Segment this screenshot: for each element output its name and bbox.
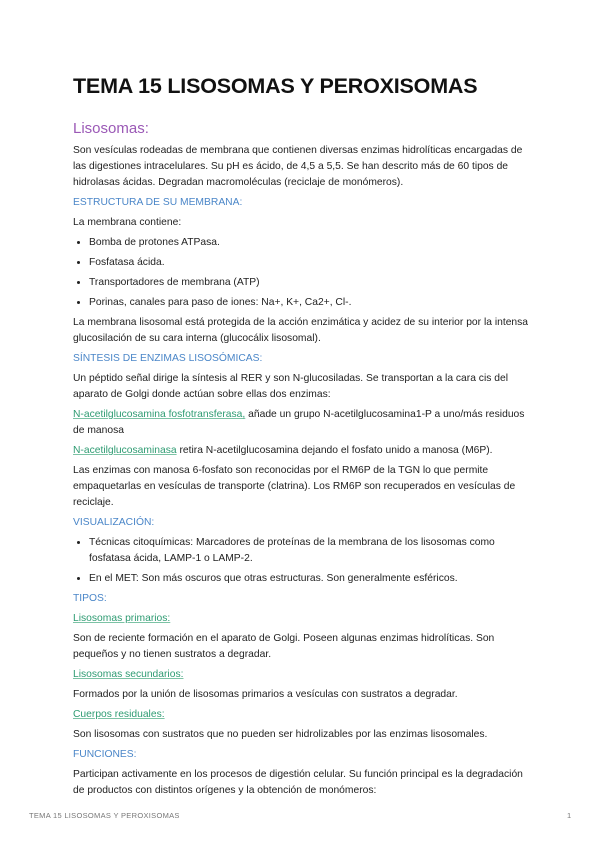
funciones-text: Participan activamente en los procesos de digestión celular. Su función principal es la degradación de productos con distintos orígenes y la obtención de monómeros: bbox=[73, 769, 523, 796]
footer-title: TEMA 15 LISOSOMAS Y PEROXISOMAS bbox=[29, 811, 180, 820]
enzyme1-term: N-acetilglucosamina fosfotransferasa, bbox=[73, 409, 246, 420]
page-title: TEMA 15 LISOSOMAS Y PEROXISOMAS bbox=[73, 74, 478, 98]
sintesis-heading: SÍNTESIS DE ENZIMAS LISOSÓMICAS: bbox=[73, 353, 263, 364]
section-heading: Lisosomas: bbox=[73, 120, 149, 137]
sintesis-p1: Un péptido señal dirige la síntesis al RER y son N-glucosiladas. Se transportan a la cara cis del aparato de Golgi donde actúan sobre ellas dos enzimas: bbox=[73, 373, 508, 400]
primarios-text: Son de reciente formación en el aparato de Golgi. Poseen algunas enzimas hidrolíticas. Son pequeños y no tienen sustratos a degradar. bbox=[73, 633, 495, 660]
estructura-heading: ESTRUCTURA DE SU MEMBRANA: bbox=[73, 197, 243, 208]
estructura-lead: La membrana contiene: bbox=[73, 217, 182, 228]
page-number: 1 bbox=[567, 811, 572, 820]
list-item: • Transportadores de membrana (ATP) bbox=[89, 275, 533, 291]
residuales-label: Cuerpos residuales: bbox=[73, 709, 165, 720]
list-item: • Bomba de protones ATPasa. bbox=[89, 235, 533, 251]
enzyme1-paragraph bbox=[73, 407, 533, 439]
tipos-heading: TIPOS: bbox=[73, 593, 107, 604]
sintesis-p2: Las enzimas con manosa 6-fosfato son reconocidas por el RM6P de la TGN lo que permite empaquetarlas en vesículas de transporte (clatrina). Los RM6P son recuperados en vesículas de reciclaje. bbox=[73, 465, 516, 508]
secundarios-text: Formados por la unión de lisosomas primarios a vesículas con sustratos a degradar. bbox=[73, 689, 458, 700]
list-item: • En el MET: Son más oscuros que otras estructuras. Son generalmente esféricos. bbox=[89, 571, 533, 587]
secundarios-label: Lisosomas secundarios: bbox=[73, 669, 184, 680]
enzyme2-text: retira N-acetilglucosamina dejando el fosfato unido a manosa (M6P). bbox=[176, 445, 493, 456]
list-item: • Técnicas citoquímicas: Marcadores de proteínas de la membrana de los lisosomas como fosfatasa ácida, LAMP-1 o LAMP-2. bbox=[89, 535, 533, 567]
residuales-text: Son lisosomas con sustratos que no pueden ser hidrolizables por las enzimas lisosomales. bbox=[73, 729, 488, 740]
enzyme1-text: añade un grupo N-acetilglucosamina1-P a uno/más residuos de manosa bbox=[73, 409, 525, 436]
content bbox=[73, 120, 533, 803]
intro-paragraph: Son vesículas rodeadas de membrana que contienen diversas enzimas hidrolíticas encargadas de las digestiones intracelulares. Su pH es ácido, de 4,5 a 5,5. Se han descrito más de 60 tipos de hidrolasas ácidas. Degradan macromoléculas (reciclaje de monómeros). bbox=[73, 145, 523, 188]
funciones-heading: FUNCIONES: bbox=[73, 749, 137, 760]
primarios-label: Lisosomas primarios: bbox=[73, 613, 171, 624]
enzyme2-term: N-acetilglucosaminasa bbox=[73, 445, 177, 456]
list-item: • Porinas, canales para paso de iones: Na+, K+, Ca2+, Cl-. bbox=[89, 295, 533, 311]
estructura-after: La membrana lisosomal está protegida de la acción enzimática y acidez de su interior por la intensa glucosilación de su cara interna (glucocálix lisosomal). bbox=[73, 317, 529, 344]
visualizacion-list bbox=[73, 535, 533, 587]
visualizacion-heading: VISUALIZACIÓN: bbox=[73, 517, 155, 528]
enzyme2-paragraph bbox=[73, 443, 533, 459]
list-item: • Fosfatasa ácida. bbox=[89, 255, 533, 271]
estructura-list bbox=[73, 235, 533, 311]
